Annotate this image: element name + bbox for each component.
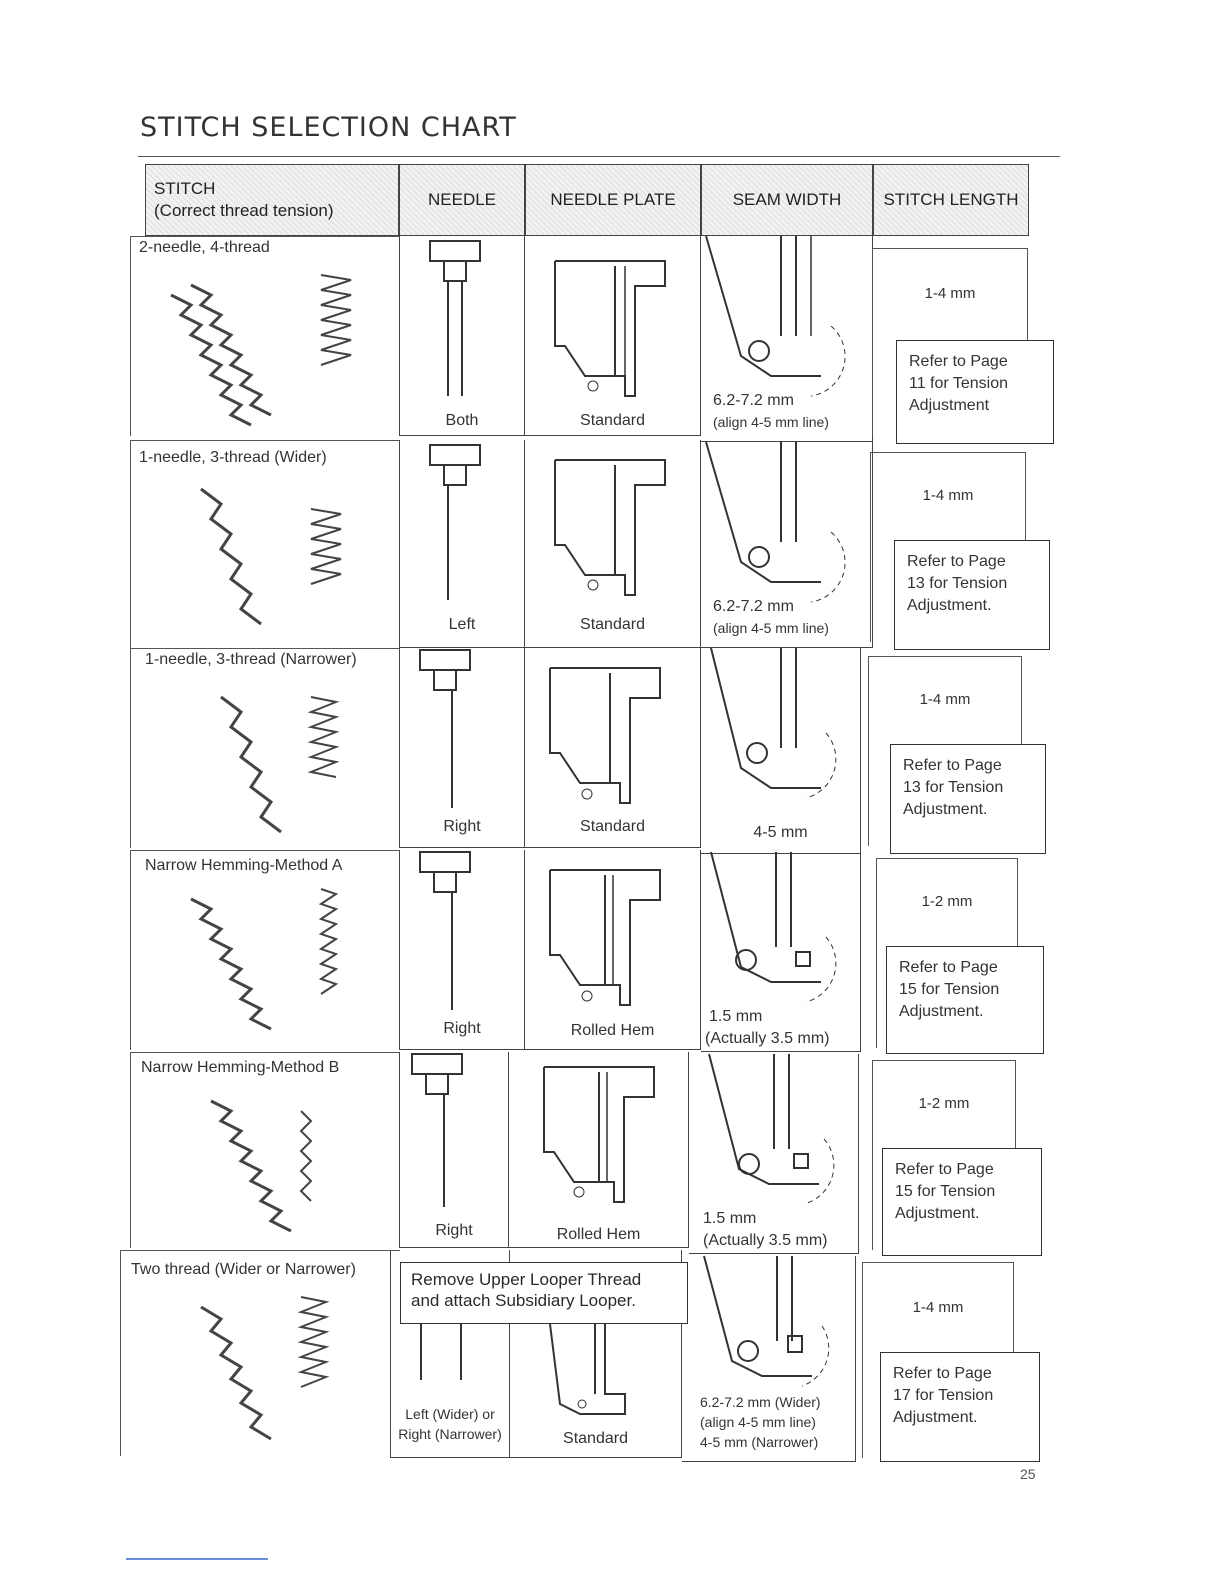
header-stitch-line2: (Correct thread tension) [154,201,334,220]
stitch-label: Narrow Hemming-Method B [141,1059,340,1076]
stitch-label: 1-needle, 3-thread (Wider) [139,449,327,466]
stitch-sample-image [171,677,401,847]
tension-reference-note [880,1352,1040,1462]
stitch-cell [130,236,400,436]
needle-cell [399,648,525,848]
reference-line2: 17 for Tension [893,1387,994,1404]
needle-icon [400,440,526,610]
stitch-sample-image [171,265,401,435]
header-needle: NEEDLE [399,164,525,236]
reference-line1: Refer to Page [893,1365,992,1382]
seam-width-line1: 1.5 mm [703,1210,757,1227]
needle-icon [400,648,526,818]
reference-line3: Adjustment. [899,1003,984,1020]
plate-label: Standard [580,818,645,835]
seam-width-line1: 6.2-7.2 mm (Wider) [700,1394,821,1410]
stitch-sample-image [171,879,401,1049]
stitch-length-value: 1-4 mm [912,1299,964,1316]
needle-label: Left [448,616,476,633]
tension-reference-note [882,1148,1042,1256]
plate-label: Rolled Hem [570,1022,655,1039]
stitch-label: Two thread (Wider or Narrower) [131,1261,356,1278]
tension-reference-note [896,340,1054,444]
reference-line1: Refer to Page [903,757,1002,774]
seam-width-line2: (align 4-5 mm line) [713,414,829,430]
subsidiary-looper-note-line1: Remove Upper Looper Thread [411,1270,642,1289]
reference-line3: Adjustment. [903,801,988,818]
plate-cell [525,850,701,1050]
needle-icon [400,850,526,1020]
plate-cell [525,236,701,436]
reference-line2: 15 for Tension [895,1183,996,1200]
needle-plate-icon [525,440,701,610]
header-stitch-line1: STITCH [154,179,216,198]
needle-plate-icon [510,1324,682,1474]
seam-cell [701,236,873,442]
needle-cell [399,1052,509,1248]
stitch-cell [130,440,400,648]
seam-cell [701,648,861,854]
reference-line1: Refer to Page [909,353,1008,370]
seam-width-line2: (align 4-5 mm line) [700,1414,816,1430]
needle-label-line2: Right (Narrower) [398,1426,502,1442]
stitch-sample-image [171,469,401,639]
plate-label: Standard [580,616,645,633]
reference-line2: 11 for Tension [909,375,1009,392]
tension-reference-note [886,946,1044,1054]
reference-line2: 13 for Tension [907,575,1008,592]
title-rule [138,156,1060,157]
stitch-cell [130,648,400,848]
reference-line3: Adjustment. [907,597,992,614]
needle-label-line1: Left (Wider) or [405,1406,495,1422]
plate-cell [509,1052,689,1248]
seam-width-line1: 6.2-7.2 mm [713,392,794,409]
page-number: 25 [1020,1466,1036,1482]
seam-width-line2: (align 4-5 mm line) [713,620,829,636]
seam-diagram-icon [701,852,861,1012]
seam-width-line1: 1.5 mm [709,1008,763,1025]
stitch-length-value: 1-2 mm [918,1095,970,1112]
needle-cell [399,440,525,648]
stitch-cell [130,1052,400,1248]
page-title: STITCH SELECTION CHART [140,112,517,143]
needle-plate-icon [525,850,701,1020]
reference-line1: Refer to Page [907,553,1006,570]
stitch-label: 2-needle, 4-thread [139,239,270,256]
stitch-cell [120,1250,400,1456]
seam-cell [701,442,873,648]
seam-cell [701,852,861,1052]
seam-cell [689,1054,859,1254]
stitch-length-value: 1-4 mm [924,285,976,302]
plate-label: Standard [580,412,645,429]
header-stitch-length: STITCH LENGTH [873,164,1029,236]
reference-line2: 13 for Tension [903,779,1004,796]
reference-line3: Adjustment. [893,1409,978,1426]
needle-label: Right [443,818,481,835]
seam-width-line1: 4-5 mm [753,824,808,841]
reference-line2: 15 for Tension [899,981,1000,998]
header-stitch [145,164,399,236]
header-needle-plate: NEEDLE PLATE [525,164,701,236]
stitch-sample-image [171,1081,401,1241]
needle-plate-icon [525,648,701,818]
reference-line1: Refer to Page [895,1161,994,1178]
tension-reference-note [890,744,1046,854]
plate-label: Standard [563,1430,628,1447]
reference-line3: Adjustment. [895,1205,980,1222]
needle-label: Right [443,1020,481,1037]
needle-icon [400,236,526,406]
seam-diagram-icon [682,1256,856,1396]
needle-plate-icon [509,1052,689,1212]
stitch-sample-image [161,1287,391,1447]
seam-diagram-icon [701,648,861,808]
seam-width-line2: (Actually 3.5 mm) [703,1232,828,1249]
footer-rule [126,1558,268,1560]
needle-label: Both [445,412,479,429]
stitch-label: Narrow Hemming-Method A [145,857,343,874]
needle-label: Right [435,1222,473,1239]
stitch-length-value: 1-4 mm [922,487,974,504]
subsidiary-looper-note-line2: and attach Subsidiary Looper. [411,1291,636,1310]
stitch-length-value: 1-2 mm [921,893,973,910]
needle-icon [400,1052,510,1212]
seam-cell [682,1256,856,1462]
stitch-cell [130,850,400,1050]
subsidiary-looper-note [400,1262,688,1324]
plate-cell [525,648,701,848]
stitch-label: 1-needle, 3-thread (Narrower) [145,651,357,668]
needle-icon [391,1320,511,1470]
tension-reference-note [894,540,1050,650]
seam-diagram-icon [689,1054,859,1214]
header-seam-width: SEAM WIDTH [701,164,873,236]
seam-width-line3: 4-5 mm (Narrower) [700,1434,819,1450]
seam-diagram-icon [701,442,873,602]
needle-plate-icon [525,236,701,406]
needle-cell [399,850,525,1050]
seam-width-line2: (Actually 3.5 mm) [705,1030,830,1047]
needle-cell [399,236,525,436]
seam-diagram-icon [701,236,873,396]
reference-line3: Adjustment [909,397,990,414]
plate-cell [525,440,701,648]
seam-width-line1: 6.2-7.2 mm [713,598,794,615]
plate-label: Rolled Hem [556,1226,641,1243]
reference-line1: Refer to Page [899,959,998,976]
stitch-length-value: 1-4 mm [919,691,971,708]
